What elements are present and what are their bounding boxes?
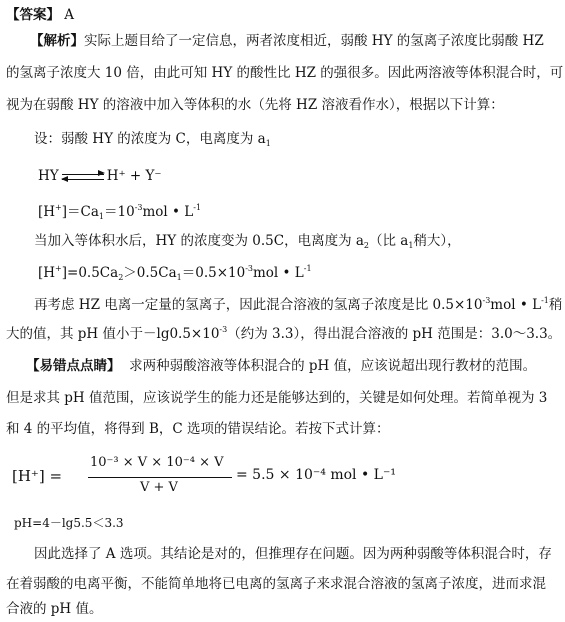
consider-line-2: 大的值，其 pH 值小于$-\lg 0.5\times 10^{-3}$（约为 3.3），得出混合溶液的 pH 范围是：3.0～3.3。	[6, 325, 562, 342]
conclusion-line-3: 合液的 pH 值。	[6, 601, 103, 617]
pitfall-label: 【易错点点睛】	[26, 358, 121, 374]
pitfall-line-2: 但是求其 pH 值范围，应该说学生的能力还是能够达到的，关键是如何处理。若简单视为 3	[6, 390, 548, 406]
ph-line: pH=4－lg5.5＜3.3	[14, 516, 124, 530]
answer-line	[6, 6, 74, 24]
equilibrium-arrow-icon	[62, 172, 104, 182]
conclusion-line-2: 在着弱酸的电离平衡，不能简单地将已电离的氢离子来求混合溶液的氢离子浓度，进而求混	[6, 576, 546, 592]
analysis-line-3: 视为在弱酸 HY 的溶液中加入等体积的水（先将 HZ 溶液看作水），根据以下计算：	[6, 97, 504, 113]
set-line: 设：弱酸 HY 的浓度为 C，电离度为 $a_1$	[34, 131, 271, 148]
fraction-bar	[88, 477, 232, 478]
eq-left: HY	[38, 168, 59, 184]
ionization-equation	[38, 167, 162, 185]
analysis-line-1	[30, 32, 544, 50]
fraction-numerator: 10⁻³ × V × 10⁻⁴ × V	[90, 455, 224, 470]
fraction-rhs: = 5.5 × 10⁻⁴ mol • L⁻¹	[236, 467, 396, 483]
consider-line-1: 再考虑 HZ 电离一定量的氢离子，因此混合溶液的氢离子浓度是比 $0.5\times 10^{-3}mol$ • $L^{-1}$稍	[34, 296, 563, 313]
fraction-lhs: [H⁺] =	[12, 467, 63, 485]
eq-right: H⁺ + Y⁻	[106, 168, 162, 184]
conclusion-line-1: 因此选择了 A 选项。其结论是对的，但推理存在问题。因为两种弱酸等体积混合时，存	[34, 546, 552, 562]
h-concentration-line-2: $[H^+]=0.5Ca_2>0.5Ca_1=0.5\times 10^{-3}mol$ • $L^{-1}$	[38, 264, 312, 282]
h-concentration-line: $[H^+]=Ca_1=10^{-3}mol$ • $L^{-1}$	[38, 203, 202, 221]
answer-label: 【答案】	[6, 7, 60, 23]
analysis-label: 【解析】	[30, 33, 84, 49]
pitfall-line-1: 【易错点点睛】 求两种弱酸溶液等体积混合的 pH 值，应该说超出现行教材的范围。	[26, 358, 537, 374]
analysis-text-1: 实际上题目给了一定信息，两者浓度相近，弱酸 HY 的氢离子浓度比弱酸 HZ	[84, 33, 544, 49]
pitfall-line-3: 和 4 的平均值，将得到 B，C 选项的错误结论。若按下式计算：	[6, 421, 390, 437]
fraction-denominator: V + V	[140, 480, 178, 495]
answer-value: A	[64, 7, 75, 23]
analysis-line-2: 的氢离子浓度大 10 倍，由此可知 HY 的酸性比 HZ 的强很多。因此两溶液等体积混合时，可	[6, 65, 564, 81]
fraction-equation	[12, 455, 396, 505]
add-water-line: 当加入等体积水后，HY 的浓度变为 0.5C，电离度为 $a_2$（比 $a_1$稍大），	[34, 233, 461, 250]
